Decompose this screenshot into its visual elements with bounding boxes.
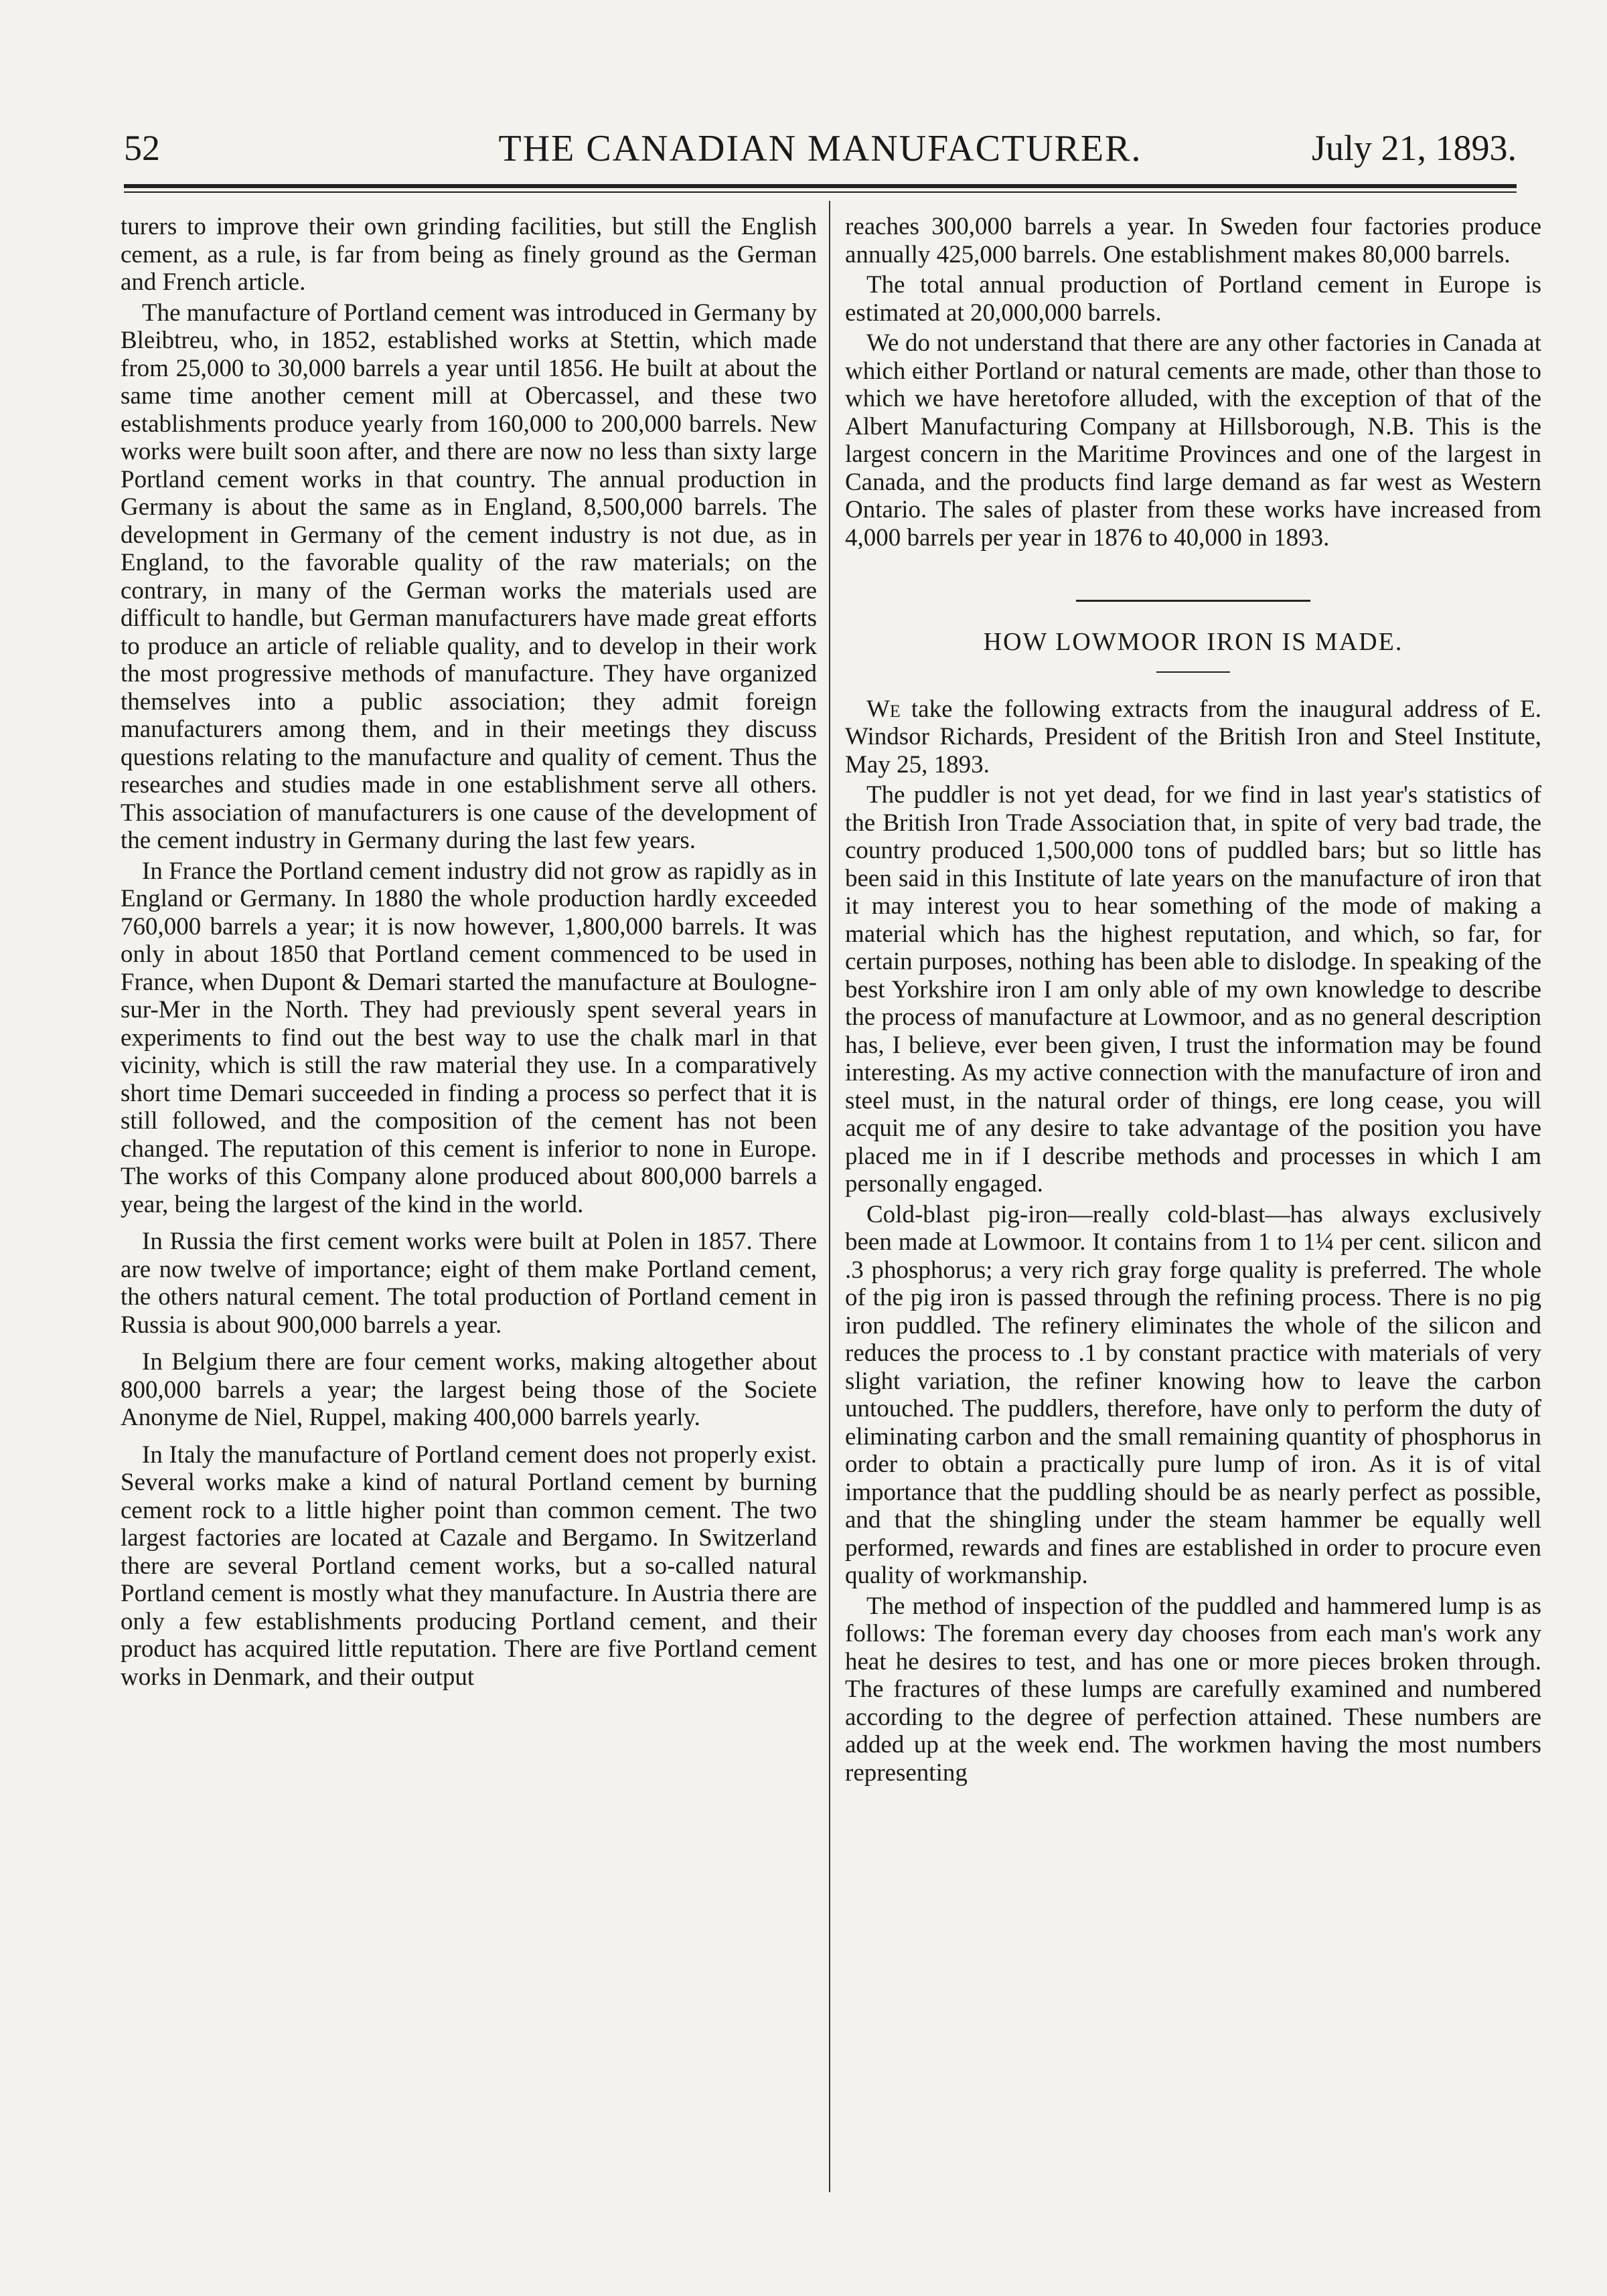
paragraph: Cold-blast pig-iron—really cold-blast—has always exclusively been made at Lowmoor. It contains from 1 to 1¼ per cent. silicon and .3 phosphorus; a very rich gray forge quality is preferred. The whole of the pig iron is passed through the refining process. There is no pig iron puddled. The refinery eliminates the whole of the silicon and reduces the process to .1 by constant practice with materials of very slight variation, the refiner knowing how to leave the carbon untouched. The puddlers, therefore, have only to perform the duty of eliminating carbon and the small remaining quantity of phosphorus in order to obtain a practically pure lump of iron. As it is of vital importance that the puddling should be as nearly perfect as possible, and that the shingling under the steam hammer be equally well performed, rewards and fines are established in order to procure even quality of workmanship.	[845, 1200, 1541, 1589]
paragraph: The total annual production of Portland cement in Europe is estimated at 20,000,000 barrels.	[845, 271, 1541, 327]
header-rule-thin	[124, 191, 1517, 193]
paragraph: We do not understand that there are any other factories in Canada at which either Portland or natural cements are made, other than those to which we have heretofore alluded, with the exception of that of the Albert Manufacturing Company at Hillsborough, N.B. This is the largest concern in the Maritime Provinces and one of the largest in Canada, and the products find large demand as far west as Western Ontario. The sales of plaster from these works have increased from 4,000 barrels per year in 1876 to 40,000 in 1893.	[845, 329, 1541, 552]
intro-dropword: We	[866, 695, 901, 723]
section-separator	[1076, 600, 1310, 602]
paragraph: The puddler is not yet dead, for we find in last year's statistics of the British Iron Trade Association that, in spite of very bad trade, the country produced 1,500,000 tons of puddled bars; but so little has been said in this Institute of late years on the manufacture of iron that it may interest you to hear something of the mode of making a material which has the highest reputation, and which, so far, for certain purposes, nothing has been able to dislodge. In speaking of the best Yorkshire iron I am only able of my own knowledge to describe the process of manufacture at Lowmoor, and as no general description has, I believe, ever been given, I trust the information may be found interesting. As my active connection with the manufacture of iron and steel must, in the natural order of things, ere long cease, you will acquit me of any desire to take advantage of the position you have placed me in if I describe methods and processes in which I am personally engaged.	[845, 781, 1541, 1198]
paragraph: reaches 300,000 barrels a year. In Sweden four factories produce annually 425,000 barrels. One establishment makes 80,000 barrels.	[845, 213, 1541, 268]
journal-title: THE CANADIAN MANUFACTURER.	[498, 128, 1142, 169]
article-intro	[845, 695, 1541, 779]
paragraph: turers to improve their own grinding facilities, but still the English cement, as a rule, is far from being as finely ground as the German and French article.	[121, 213, 817, 296]
paragraph: In France the Portland cement industry did not grow as rapidly as in England or Germany. In 1880 the whole production hardly exceeded 760,000 barrels a year; it is now however, 1,800,000 barrels. It was only in about 1850 that Portland cement commenced to be used in France, when Dupont & Demari started the manufacture at Boulogne-sur-Mer in the North. They had previously spent several years in experiments to find out the best way to use the chalk marl in that vicinity, which is still the raw material they use. In a comparatively short time Demari succeeded in finding a process so perfect that it is still followed, and the composition of the cement has not been changed. The reputation of this cement is inferior to none in Europe. The works of this Company alone produced about 800,000 barrels a year, being the largest of the kind in the world.	[121, 857, 817, 1218]
left-column	[121, 213, 817, 1694]
intro-text: take the following extracts from the inaugural address of E. Windsor Richards, President of the British Iron and Steel Institute, May 25, 1893.	[845, 695, 1541, 778]
paragraph: In Belgium there are four cement works, making altogether about 800,000 barrels a year; the largest being those of the Societe Anonyme de Niel, Ruppel, making 400,000 barrels yearly.	[121, 1348, 817, 1431]
column-divider	[829, 201, 830, 2192]
page-number: 52	[124, 128, 160, 168]
paragraph: The manufacture of Portland cement was introduced in Germany by Bleibtreu, who, in 1852, established works at Stettin, which made from 25,000 to 30,000 barrels a year until 1856. He built at about the same time another cement mill at Obercassel, and these two establishments produce yearly from 160,000 to 200,000 barrels. New works were built soon after, and there are now no less than sixty large Portland cement works in that country. The annual production in Germany is about the same as in England, 8,500,000 barrels. The development in Germany of the cement industry is not due, as in England, to the favorable quality of the raw materials; on the contrary, in many of the German works the materials used are difficult to handle, but German manufacturers have made great efforts to produce an article of reliable quality, and to develop in their work the most progressive methods of manufacture. They have organized themselves into a public association; they admit foreign manufacturers among them, and in their meetings they discuss questions relating to the manufacture and quality of cement. Thus the researches and studies made in one establishment serve all others. This association of manufacturers is one cause of the development of the cement industry in Germany during the last few years.	[121, 299, 817, 854]
paragraph: In Italy the manufacture of Portland cement does not properly exist. Several works make a kind of natural Portland cement by burning cement rock to a little higher point than common cement. The two largest factories are located at Cazale and Bergamo. In Switzerland there are several Portland cement works, but a so-called natural Portland cement is mostly what they manufacture. In Austria there are only a few establishments producing Portland cement, and their product has acquired little reputation. There are five Portland cement works in Denmark, and their output	[121, 1441, 817, 1691]
page-header	[124, 127, 1517, 181]
article-headline: HOW LOWMOOR IRON IS MADE.	[983, 628, 1403, 656]
paragraph: The method of inspection of the puddled and hammered lump is as follows: The foreman every day chooses from each man's work any heat he desires to test, and has one or more pieces broken through. The fractures of these lumps are carefully examined and numbered according to the degree of perfection attained. These numbers are added up at the week end. The workmen having the most numbers representing	[845, 1592, 1541, 1787]
right-column	[845, 213, 1541, 1789]
headline-underline	[1156, 671, 1230, 673]
issue-date: July 21, 1893.	[1311, 128, 1517, 168]
header-rule-thick	[124, 184, 1517, 188]
paragraph: In Russia the first cement works were built at Polen in 1857. There are now twelve of importance; eight of them make Portland cement, the others natural cement. The total production of Portland cement in Russia is about 900,000 barrels a year.	[121, 1228, 817, 1339]
